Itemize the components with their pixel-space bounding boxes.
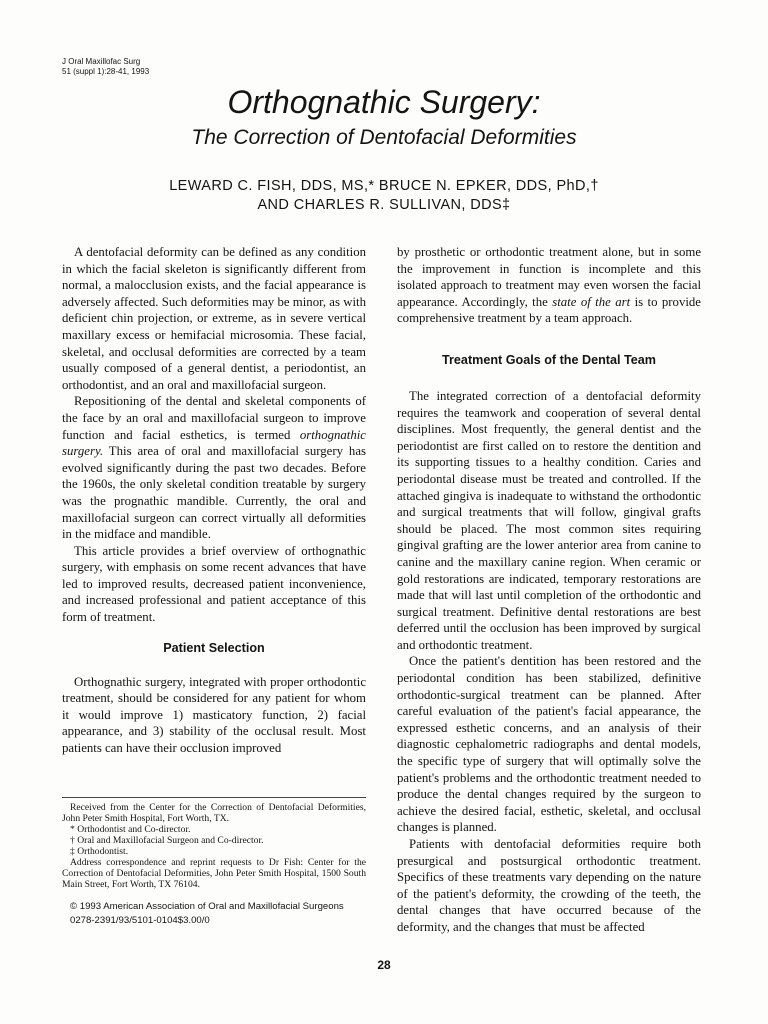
- intro-paragraph-3: This article provides a brief overview of orthognathic surgery, with emphasis on some recent advances that have led to improved results, decreased patient inconvenience, and increased professional and patient acceptance of this form of treatment.: [62, 543, 366, 625]
- article-code: 0278-2391/93/5101-0104$3.00/0: [70, 915, 210, 926]
- copyright-line: © 1993 American Association of Oral and Maxillofacial Surgeons: [70, 901, 344, 912]
- footnotes: [62, 797, 366, 928]
- right-column: [397, 244, 701, 936]
- footnote-received: Received from the Center for the Correction of Dentofacial Deformities, John Peter Smith Hospital, Fort Worth, TX.: [62, 802, 366, 824]
- article-title: Orthognathic Surgery:: [227, 84, 541, 120]
- treatment-goals-paragraph-1: The integrated correction of a dentofacial deformity requires the teamwork and cooperation of several dental disciplines. Most frequently, the general dentist and the periodontist are first called on to restore the dentition and its supporting tissues to a healthy condition. Caries and periodontal disease must be treated and controlled. If the attached gingiva is inadequate to withstand the orthodontic and surgical treatments that will follow, gingival grafts should be placed. The most common sites requiring gingival grafting are the lower anterior area from canine to canine and the maxillary canine region. When ceramic or gold restorations are indicated, temporary restorations are made that will last until completion of the orthodontic and surgical treatment. Definitive dental restorations are best deferred until the occlusion has been improved by surgical and orthodontic treatment.: [397, 388, 701, 652]
- intro-paragraph-1: A dentofacial deformity can be defined as any condition in which the facial skeleton is significantly different from normal, a malocclusion exists, and the facial appearance is adversely affected. Such deformities may be minor, as with deficient chin projection, or extreme, as in severe vertical maxillary excess or hemifacial microsomia. These facial, skeletal, and occlusal deformities are corrected by a team usually composed of a general dentist, a periodontist, an orthodontist, and an oral and maxillofacial surgeon.: [62, 245, 366, 392]
- patient-selection-paragraph: Orthognathic surgery, integrated with proper orthodontic treatment, should be considered for any patient for whom it would improve 1) masticatory function, 2) facial appearance, and 3) stability of the occlusal result. Most patients can have their occlusion improved: [62, 674, 366, 756]
- author-line-1: LEWARD C. FISH, DDS, MS,* BRUCE N. EPKER, DDS, PhD,†: [169, 178, 599, 194]
- left-column: [62, 244, 366, 757]
- journal-citation: [62, 57, 149, 77]
- footnote-address: Address correspondence and reprint requests to Dr Fish: Center for the Correction of Dentofacial Deformities, John Peter Smith Hospital, 1500 South Main Street, Fort Worth, TX 76104.: [62, 857, 366, 890]
- treatment-goals-paragraph-3: Patients with dentofacial deformities require both presurgical and postsurgical orthodontic treatment. Specifics of these treatments vary depending on the nature of the patient's deformity, the crowding of the teeth, the dental changes that have occurred because of the deformity, and the changes that must be affected: [397, 837, 701, 934]
- italic-term: orthognathic surgery.: [62, 427, 366, 459]
- page-number: 28: [377, 958, 391, 972]
- section-heading-patient-selection: Patient Selection: [163, 640, 265, 655]
- continued-paragraph: by prosthetic or orthodontic treatment alone, but in some the improvement in function is incomplete and this isolated approach to treatment may even worsen the facial appearance. Accordingly, the state of the art is to provide comprehensive treatment by a team approach.: [397, 245, 701, 326]
- footnote-2: † Oral and Maxillofacial Surgeon and Co-director.: [70, 835, 264, 846]
- article-subtitle: The Correction of Dentofacial Deformities: [191, 126, 577, 149]
- journal-name: J Oral Maxillofac Surg: [62, 57, 141, 66]
- footnote-3: ‡ Orthodontist.: [70, 846, 129, 857]
- treatment-goals-paragraph-2: Once the patient's dentition has been restored and the periodontal condition has been stabilized, definitive orthodontic-surgical treatment can be planned. After careful evaluation of the patient's facial appearance, the expressed esthetic concerns, and an analysis of their diagnostic cephalometric radiographs and dental models, the specific type of surgery that will optimally solve the patient's problems and the orthodontic treatment needed to produce the dental changes required by the surgeon to achieve the desired facial, esthetic, skeletal, and occlusal changes is planned.: [397, 654, 701, 835]
- intro-paragraph-2: Repositioning of the dental and skeletal components of the face by an oral and maxillofacial surgeon to improve function and facial esthetics, is termed orthognathic surgery. This area of oral and maxillofacial surgery has evolved significantly during the past two decades. Before the 1960s, the only skeletal condition treatable by surgery was the prognathic mandible. Currently, the oral and maxillofacial surgeon can correct virtually all deformities in the midface and mandible.: [62, 394, 366, 542]
- section-heading-treatment-goals: Treatment Goals of the Dental Team: [442, 352, 656, 367]
- journal-volume: 51 (suppl 1):28-41, 1993: [62, 67, 150, 76]
- author-line-2: AND CHARLES R. SULLIVAN, DDS‡: [257, 197, 511, 213]
- author-list: [0, 177, 768, 215]
- italic-term: state of the art: [552, 294, 631, 309]
- footnote-1: * Orthodontist and Co-director.: [70, 824, 191, 835]
- copyright-block: [62, 900, 366, 928]
